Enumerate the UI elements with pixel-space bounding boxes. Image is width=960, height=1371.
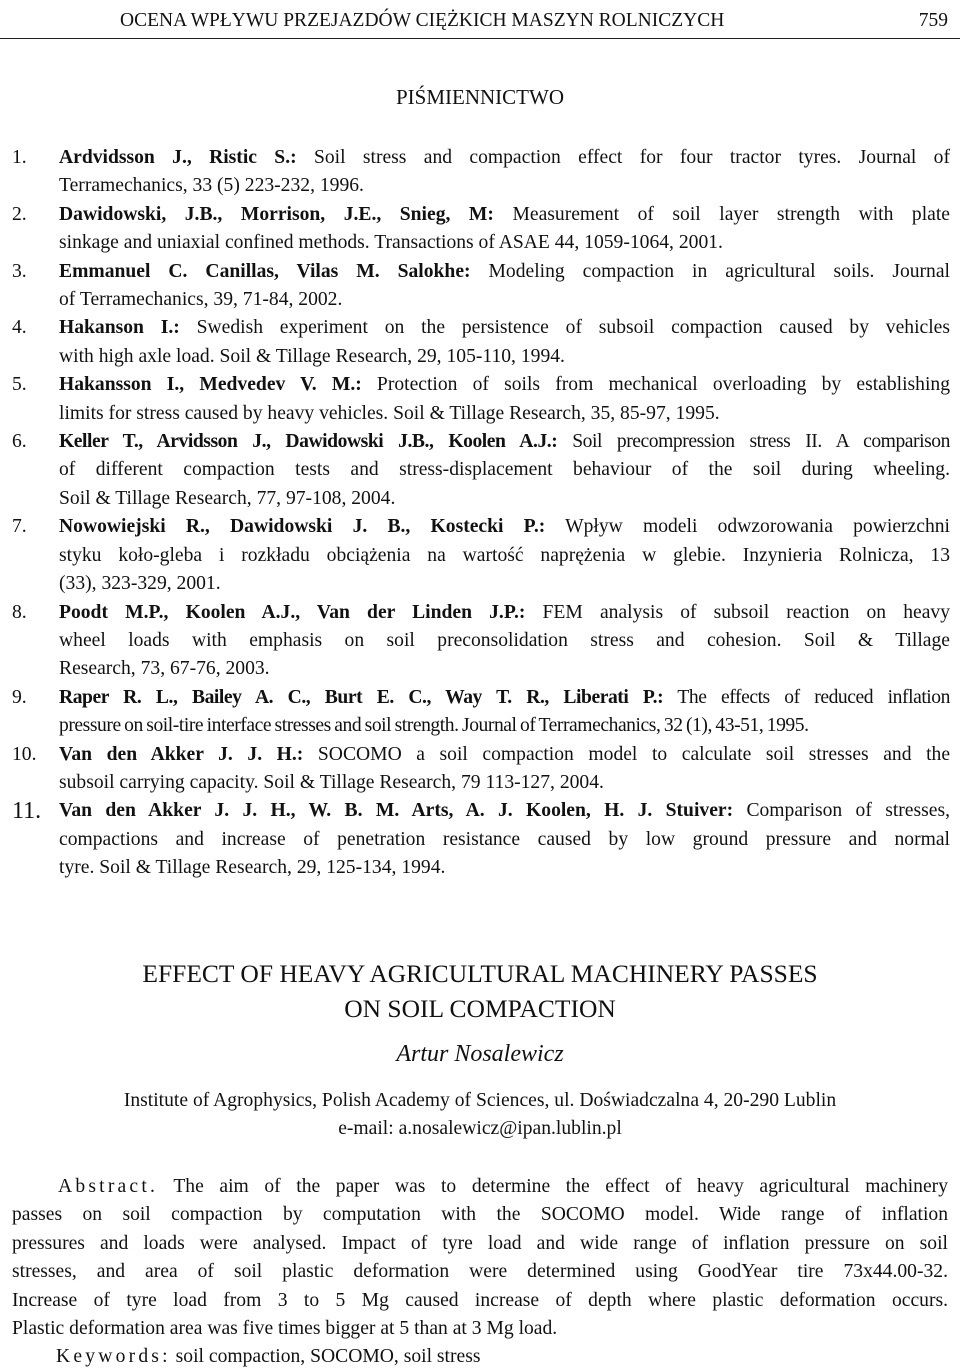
running-header [0,4,960,34]
abstract-text: stresses, and area of soil plastic deformation were determined using GoodYear tire 73x44.00-32. [12,1261,948,1283]
reference-text: Terramechanics, 33 (5) 223-232, 1996. [59,175,364,197]
reference-item [12,684,950,741]
keywords [56,1343,480,1371]
reference-text: Measurement of soil layer strength with plate [493,203,950,225]
reference-text: of Terramechanics, 39, 71-84, 2002. [59,289,343,311]
reference-item [12,599,950,684]
reference-item [12,371,950,428]
reference-text: Wpływ modeli odwzorowania powierzchni [545,516,950,538]
reference-text: Swedish experiment on the persistence of subsoil compaction caused by vehicles [179,317,950,339]
abstract-text: The aim of the paper was to determine the effect of heavy agricultural machinery [158,1176,948,1197]
reference-authors: Van den Akker J. J. H.: [59,743,304,765]
reference-number: 10. [12,743,37,765]
reference-text: with high axle load. Soil & Tillage Research, 29, 105-110, 1994. [59,345,565,367]
keywords-label: Keywords: [56,1346,171,1367]
reference-item [12,258,950,315]
reference-authors: Nowowiejski R., Dawidowski J. B., Kostecki P.: [59,516,546,538]
abstract-text: Plastic deformation area was five times bigger at 5 than at 3 Mg load. [12,1318,558,1340]
author-affiliation [0,1087,960,1144]
abstract-text: Increase of tyre load from 3 to 5 Mg caused increase of depth where plastic deformation occurs. [12,1289,948,1311]
header-rule [0,38,960,39]
reference-text: sinkage and uniaxial confined methods. Transactions of ASAE 44, 1059-1064, 2001. [59,232,723,254]
reference-number: 6. [12,431,27,453]
references-heading: PIŚMIENNICTWO [396,85,564,109]
reference-authors: Hakansson I., Medvedev V. M.: [59,374,362,396]
reference-text: FEM analysis of subsoil reaction on heavy [525,601,950,623]
reference-item [12,314,950,371]
reference-authors: Emmanuel C. Canillas, Vilas M. Salokhe: [59,260,471,282]
reference-text: Modeling compaction in agricultural soils. Journal [470,260,950,282]
reference-authors: Van den Akker J. J. H., W. B. M. Arts, A. J. Koolen, H. J. Stuiver: [59,800,734,822]
reference-text: wheel loads with emphasis on soil preconsolidation stress and cohesion. Soil & Tillage [59,629,950,651]
reference-text: Soil precompression stress II. A comparison [557,431,950,453]
affiliation-text: Institute of Agrophysics, Polish Academy of Sciences, ul. Doświadczalna 4, 20-290 Lublin [123,1090,837,1111]
reference-authors: Hakanson I.: [59,317,180,339]
reference-authors: Ardvidsson J., Ristic S.: [59,147,297,168]
reference-text: subsoil carrying capacity. Soil & Tillage Research, 79 113-127, 2004. [59,771,604,793]
reference-text: The effects of reduced inflation [663,686,950,708]
reference-authors: Keller T., Arvidsson J., Dawidowski J.B., Koolen A.J.: [59,431,558,453]
reference-authors: Dawidowski, J.B., Morrison, J.E., Snieg, M: [59,203,494,225]
abstract-text: passes on soil compaction by computation with the SOCOMO model. Wide range of inflation [12,1204,948,1226]
author-email: e-mail: a.nosalewicz@ipan.lublin.pl [338,1118,622,1140]
reference-number: 9. [12,686,27,708]
running-header-title: OCENA WPŁYWU PRZEJAZDÓW CIĘŻKICH MASZYN ROLNICZYCH [120,10,725,31]
reference-item [12,513,950,598]
reference-number: 11. [12,798,42,825]
reference-text: compactions and increase of penetration resistance caused by low ground pressure and normal [59,828,950,850]
abstract-label: Abstract. [58,1176,159,1197]
article-title-line: ON SOIL COMPACTION [344,994,616,1023]
references-list [12,144,950,883]
article-author: Artur Nosalewicz [396,1041,564,1067]
abstract-text: pressures and loads were analysed. Impact of tyre load and wide range of inflation pressure on soil [12,1232,948,1254]
reference-number: 4. [12,317,27,339]
reference-item [12,797,950,882]
reference-text: Soil & Tillage Research, 77, 97-108, 2004. [59,487,396,509]
reference-authors: Raper R. L., Bailey A. C., Burt E. C., Way T. R., Liberati P.: [59,686,664,708]
abstract [12,1173,948,1343]
reference-text: SOCOMO a soil compaction model to calculate soil stresses and the [303,743,951,765]
reference-number: 2. [12,203,27,225]
keywords-text: soil compaction, SOCOMO, soil stress [170,1346,481,1367]
reference-text: tyre. Soil & Tillage Research, 29, 125-134, 1994. [59,857,446,879]
reference-number: 7. [12,516,27,538]
reference-number: 8. [12,601,27,623]
reference-item [12,741,950,798]
reference-text: (33), 323-329, 2001. [59,573,221,595]
reference-text: Soil stress and compaction effect for four tractor tyres. Journal of [296,147,950,168]
page-number: 759 [918,10,948,31]
reference-text: Comparison of stresses, [733,800,950,822]
article-title-line: EFFECT OF HEAVY AGRICULTURAL MACHINERY PASSES [142,959,818,988]
reference-item [12,144,950,201]
reference-text: Research, 73, 67-76, 2003. [59,658,270,680]
reference-text: styku koło-gleba i rozkładu obciążenia na wartość naprężenia w glebie. Inzynieria Rolnicza, 13 [59,544,950,566]
reference-item [12,201,950,258]
article-title [0,956,960,1026]
reference-text: limits for stress caused by heavy vehicles. Soil & Tillage Research, 35, 85-97, 1995. [59,402,720,424]
reference-item [12,428,950,513]
reference-text: pressure on soil-tire interface stresses and soil strength. Journal of Terramechanics, 32 (1), 43-51, 1995. [59,715,809,737]
reference-number: 5. [12,374,27,396]
reference-authors: Poodt M.P., Koolen A.J., Van der Linden J.P.: [59,601,526,623]
reference-text: Protection of soils from mechanical overloading by establishing [361,374,950,396]
reference-number: 3. [12,260,27,282]
reference-text: of different compaction tests and stress-displacement behaviour of the soil during wheeling. [59,459,950,481]
reference-number: 1. [12,147,27,168]
